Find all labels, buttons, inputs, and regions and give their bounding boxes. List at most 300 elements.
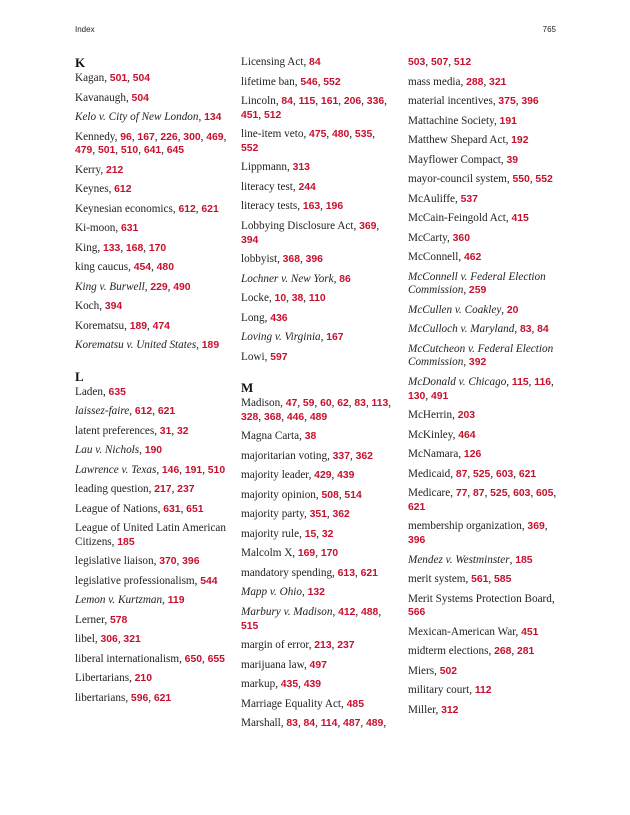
index-term: Locke — [241, 292, 269, 305]
page-reference-link[interactable]: 189 — [201, 340, 220, 352]
page-reference-link[interactable]: 412 — [338, 606, 356, 618]
page-reference-link[interactable]: 504 — [131, 92, 149, 104]
index-term: Kavanaugh — [75, 91, 126, 104]
index-term: laissez-faire — [75, 405, 130, 418]
index-entry: Laden, 635 — [75, 385, 126, 398]
page-reference-link[interactable]: 621 — [201, 203, 219, 215]
page-reference-link[interactable]: 368 — [263, 411, 282, 423]
page-reference-link[interactable]: 217 — [154, 484, 172, 496]
page-reference-link[interactable]: 115 — [511, 376, 529, 388]
index-term: literacy tests — [241, 200, 298, 213]
index-entry: marijuana law, 497 — [241, 658, 327, 671]
page-reference-link[interactable]: 130 — [408, 390, 426, 402]
page-reference-link[interactable]: 603 — [513, 488, 531, 500]
page-reference-link[interactable]: 229 — [150, 281, 168, 293]
index-entry: Medicaid, 87, 525, 603, 621 — [408, 467, 537, 480]
index-entry: Kavanaugh, 504 — [75, 91, 149, 104]
page-reference-link[interactable]: 605 — [536, 488, 554, 500]
page-reference-link[interactable]: 485 — [346, 698, 364, 710]
index-term: membership organization — [408, 520, 522, 533]
page-reference-link[interactable]: 84 — [537, 324, 549, 336]
page-reference-link[interactable]: 210 — [134, 673, 152, 685]
page-reference-link[interactable]: 191 — [499, 115, 517, 127]
page-reference-link[interactable]: 436 — [270, 312, 288, 324]
page-reference-link[interactable]: 170 — [320, 548, 339, 560]
index-entry: Lincoln, 84, 115, 161, 206, 336, 451, 512 — [241, 95, 387, 121]
index-entry: material incentives, 375, 396 — [408, 95, 539, 107]
index-term: margin of error — [241, 639, 309, 652]
index-entry: libel, 306, 321 — [75, 633, 141, 646]
index-entry: Lawrence v. Texas, 146, 191, 510 — [75, 463, 226, 476]
page-reference-link[interactable]: 480 — [156, 262, 174, 274]
page-reference-link[interactable]: 259 — [468, 285, 487, 297]
index-term: King — [75, 241, 98, 254]
index-entry: Magna Carta, 38 — [241, 430, 317, 443]
page-reference-link[interactable]: 213 — [314, 640, 332, 652]
index-entry: legislative liaison, 370, 396 — [75, 555, 200, 568]
index-term: McCarty — [408, 231, 448, 244]
index-term: Mendez v. Westminster — [408, 553, 510, 566]
page-reference-link[interactable]: 489 — [309, 411, 328, 423]
page-reference-link[interactable]: 514 — [344, 489, 362, 501]
page-reference-link[interactable]: 351 — [309, 509, 327, 521]
index-entry: liberal internationalism, 650, 655 — [75, 652, 225, 665]
index-term: Medicaid — [408, 467, 451, 480]
index-term: McCain-Feingold Act — [408, 212, 506, 224]
index-entry: Mayflower Compact, 39 — [408, 153, 519, 166]
page-reference-link[interactable]: 462 — [463, 252, 482, 263]
index-entry: lobbyist, 368, 396 — [241, 253, 323, 266]
index-term: majority party — [241, 508, 304, 521]
index-entry: Lau v. Nichols, 190 — [75, 444, 163, 457]
page-reference-link[interactable]: 501 — [97, 145, 116, 157]
page-reference-link[interactable]: 451 — [241, 109, 259, 121]
page-reference-link[interactable]: 561 — [471, 574, 489, 586]
page-reference-link[interactable]: 112 — [474, 685, 492, 697]
page-reference-link[interactable]: 360 — [452, 232, 470, 244]
page-reference-link[interactable]: 651 — [186, 503, 204, 515]
page-reference-link[interactable]: 504 — [132, 73, 151, 84]
index-term: Malcolm X — [241, 547, 293, 560]
index-column-3 — [408, 56, 560, 723]
page-reference-link[interactable]: 394 — [104, 301, 123, 313]
page-reference-link[interactable]: 237 — [177, 484, 195, 496]
index-entry: majority rule, 15, 32 — [241, 527, 334, 540]
index-entry: mass media, 288, 321 — [408, 75, 507, 88]
page-reference-link[interactable]: 321 — [123, 634, 141, 646]
page-reference-link[interactable]: 537 — [460, 193, 478, 205]
index-entry: majority leader, 429, 439 — [241, 469, 355, 482]
index-entry: king caucus, 454, 480 — [75, 261, 174, 274]
index-term: Long — [241, 311, 265, 324]
page-reference-link[interactable]: 237 — [337, 640, 355, 652]
page-reference-link[interactable]: 621 — [518, 468, 537, 480]
page-reference-link[interactable]: 415 — [511, 213, 529, 224]
page-reference-link[interactable]: 191 — [184, 464, 203, 476]
page-reference-link[interactable]: 87 — [473, 488, 485, 500]
page-reference-link[interactable]: 525 — [490, 488, 508, 500]
page-reference-link[interactable]: 655 — [207, 653, 225, 665]
index-entry: McConnell v. Federal Election Commission, 259 — [408, 270, 546, 297]
page-reference-link[interactable]: 110 — [308, 293, 326, 305]
page-reference-link[interactable]: 268 — [494, 646, 512, 658]
page-reference-link[interactable]: 170 — [148, 242, 167, 254]
index-term: Lemon v. Kurtzman — [75, 594, 163, 607]
index-term: Marriage Equality Act — [241, 697, 342, 710]
page-reference-link[interactable]: 510 — [120, 145, 139, 157]
index-term: merit system — [408, 573, 466, 586]
page-reference-link[interactable]: 512 — [263, 109, 282, 121]
page-reference-link[interactable]: 621 — [153, 692, 172, 704]
page-reference-link[interactable]: 603 — [495, 468, 514, 480]
index-term: Miller — [408, 703, 436, 716]
page-reference-link[interactable]: 132 — [307, 587, 325, 599]
index-term: midterm elections — [408, 645, 489, 658]
index-term: mass media — [408, 75, 461, 88]
index-term: Lippmann — [241, 161, 287, 174]
page-reference-link[interactable]: 83 — [519, 324, 532, 336]
index-term: Libertarians — [75, 672, 130, 685]
page-reference-link[interactable]: 244 — [298, 181, 316, 193]
index-entry: Keynesian economics, 612, 621 — [75, 202, 219, 215]
page-reference-link[interactable]: 336 — [366, 96, 385, 107]
index-entry: mayor-council system, 550, 552 — [408, 173, 553, 185]
index-term: military court — [408, 684, 470, 697]
index-entry: leading question, 217, 237 — [75, 483, 195, 496]
page-reference-link[interactable]: 439 — [337, 470, 355, 482]
page-reference-link[interactable]: 631 — [121, 223, 139, 235]
page-reference-link[interactable]: 464 — [458, 429, 476, 441]
index-term: Ki-moon — [75, 222, 116, 235]
index-term: king caucus — [75, 261, 129, 274]
page-reference-link[interactable]: 39 — [506, 154, 519, 166]
page-reference-link[interactable]: 32 — [321, 528, 334, 540]
index-term: Kelo v. City of New London — [75, 111, 199, 123]
page-reference-link[interactable]: 491 — [430, 390, 449, 402]
page-reference-link[interactable]: 190 — [144, 445, 163, 457]
page-reference-link[interactable]: 163 — [302, 201, 321, 213]
page-reference-link[interactable]: 501 — [109, 73, 128, 84]
page-reference-link[interactable]: 161 — [320, 96, 339, 107]
page-reference-link[interactable]: 546 — [300, 76, 318, 88]
page-reference-link[interactable]: 226 — [160, 131, 178, 143]
page-reference-link[interactable]: 392 — [468, 357, 487, 369]
page-reference-link[interactable]: 119 — [167, 595, 185, 607]
page-reference-link[interactable]: 621 — [157, 406, 176, 418]
index-entry: midterm elections, 268, 281 — [408, 645, 535, 658]
section-spacer — [241, 370, 393, 381]
page-reference-link[interactable]: 87 — [455, 468, 468, 480]
index-term: McCulloch v. Maryland — [408, 323, 515, 336]
index-term: Lowi — [241, 350, 265, 363]
index-term: McConnell v. Federal Election Commission — [408, 270, 546, 297]
page-reference-link[interactable]: 133 — [102, 242, 121, 254]
index-entry: line-item veto, 475, 480, 535, 552 — [241, 128, 376, 154]
page-reference-link[interactable]: 375 — [498, 96, 516, 107]
index-entry: 503, 507, 512 — [408, 56, 472, 68]
page-reference-link[interactable]: 497 — [309, 659, 327, 671]
page-reference-link[interactable]: 369 — [359, 220, 377, 232]
page-reference-link[interactable]: 192 — [511, 135, 529, 146]
index-term: marijuana law — [241, 658, 304, 671]
index-entry: McDonald v. Chicago, 115, 116, 130, 491 — [408, 375, 554, 402]
index-term: Kennedy — [75, 130, 115, 143]
index-term: legislative liaison — [75, 555, 154, 568]
index-entry: Lippmann, 313 — [241, 161, 310, 174]
page-reference-link[interactable]: 62 — [337, 398, 349, 410]
page-number: 765 — [542, 25, 556, 34]
page-reference-link[interactable]: 578 — [109, 614, 128, 626]
page-reference-link[interactable]: 96 — [120, 131, 132, 143]
index-entry: McHerrin, 203 — [408, 409, 476, 422]
page-reference-link[interactable]: 585 — [494, 574, 512, 586]
index-entry: Koch, 394 — [75, 300, 123, 313]
page-reference-link[interactable]: 167 — [326, 332, 344, 344]
index-term: markup — [241, 678, 276, 691]
page-reference-link[interactable]: 446 — [286, 411, 305, 423]
index-term: McKinley — [408, 428, 453, 441]
page-reference-link[interactable]: 281 — [517, 646, 535, 658]
index-term: Licensing Act — [241, 56, 304, 68]
page-reference-link[interactable]: 60 — [320, 398, 332, 410]
page-reference-link[interactable]: 621 — [408, 501, 426, 513]
page-reference-link[interactable]: 612 — [178, 203, 196, 215]
page-reference-link[interactable]: 512 — [453, 57, 472, 68]
index-term: McCullen v. Coakley — [408, 303, 502, 316]
page-reference-link[interactable]: 488 — [361, 606, 379, 618]
page-reference-link[interactable]: 396 — [305, 254, 323, 266]
index-entry: McConnell, 462 — [408, 251, 482, 263]
page-reference-link[interactable]: 86 — [339, 273, 351, 285]
page-reference-link[interactable]: 114 — [320, 718, 338, 730]
page-reference-link[interactable]: 328 — [241, 411, 259, 423]
index-entry: McKinley, 464 — [408, 428, 476, 441]
index-term: liberal internationalism — [75, 652, 180, 665]
page-reference-link[interactable]: 535 — [354, 129, 373, 141]
index-term: Koch — [75, 300, 100, 313]
index-entry: Kelo v. City of New London, 134 — [75, 111, 222, 123]
index-entry: Merit Systems Protection Board, 566 — [408, 592, 555, 619]
index-entry: Lowi, 597 — [241, 350, 288, 363]
index-term: leading question — [75, 483, 149, 496]
page-reference-link[interactable]: 487 — [343, 718, 361, 730]
page-reference-link[interactable]: 525 — [473, 468, 491, 480]
index-entry: Kerry, 212 — [75, 163, 124, 176]
index-term: line-item veto — [241, 128, 304, 141]
page-reference-link[interactable]: 189 — [129, 320, 148, 332]
page-reference-link[interactable]: 288 — [466, 76, 484, 88]
index-entry: Mendez v. Westminster, 185 — [408, 553, 533, 566]
page-reference-link[interactable]: 300 — [183, 131, 201, 143]
index-term: Marbury v. Madison — [241, 605, 333, 618]
page-reference-link[interactable]: 394 — [241, 234, 259, 246]
index-term: literacy test — [241, 180, 293, 193]
page-reference-link[interactable]: 185 — [117, 536, 135, 548]
page-reference-link[interactable]: 502 — [439, 665, 458, 677]
page-reference-link[interactable]: 597 — [270, 351, 288, 363]
page-reference-link[interactable]: 474 — [152, 320, 170, 332]
page-reference-link[interactable]: 475 — [309, 129, 327, 141]
page-reference-link[interactable]: 84 — [303, 718, 316, 730]
page-reference-link[interactable]: 83 — [354, 398, 366, 410]
page-reference-link[interactable]: 368 — [282, 254, 300, 266]
page-reference-link[interactable]: 59 — [302, 398, 315, 410]
index-term: mandatory spending — [241, 566, 333, 579]
page-reference-link[interactable]: 552 — [323, 76, 341, 88]
index-column-1 — [75, 56, 235, 711]
page-reference-link[interactable]: 635 — [108, 386, 126, 398]
page-reference-link[interactable]: 185 — [515, 554, 533, 566]
page-reference-link[interactable]: 641 — [143, 145, 162, 157]
page-reference-link[interactable]: 480 — [331, 129, 350, 141]
page-reference-link[interactable]: 550 — [512, 174, 530, 185]
page-reference-link[interactable]: 362 — [332, 509, 350, 521]
index-term: Korematsu — [75, 319, 125, 332]
page-reference-link[interactable]: 369 — [527, 521, 545, 533]
page-reference-link[interactable]: 362 — [355, 450, 373, 462]
page-reference-link[interactable]: 510 — [207, 464, 226, 476]
page-reference-link[interactable]: 84 — [281, 96, 293, 107]
section-spacer — [75, 359, 235, 370]
page-reference-link[interactable]: 306 — [100, 634, 118, 646]
index-entry: McNamara, 126 — [408, 448, 482, 461]
page-reference-link[interactable]: 621 — [360, 567, 378, 579]
index-term: majority rule — [241, 527, 300, 540]
page-reference-link[interactable]: 566 — [408, 607, 426, 619]
page-reference-link[interactable]: 321 — [489, 76, 507, 88]
page-reference-link[interactable]: 451 — [521, 626, 539, 638]
page-reference-link[interactable]: 370 — [159, 556, 177, 568]
page-reference-link[interactable]: 113 — [371, 398, 389, 410]
page-reference-link[interactable]: 396 — [408, 535, 426, 547]
page-reference-link[interactable]: 612 — [134, 406, 153, 418]
page-reference-link[interactable]: 396 — [182, 556, 200, 568]
page-reference-link[interactable]: 146 — [161, 464, 180, 476]
page-reference-link[interactable]: 10 — [274, 293, 287, 305]
page-reference-link[interactable]: 439 — [303, 679, 322, 691]
page-reference-link[interactable]: 116 — [534, 376, 552, 388]
page-reference-link[interactable]: 544 — [200, 575, 218, 587]
index-entry: majority party, 351, 362 — [241, 508, 350, 521]
index-term: Magna Carta — [241, 430, 300, 443]
page-reference-link[interactable]: 77 — [455, 488, 468, 500]
page-reference-link[interactable]: 312 — [441, 704, 459, 716]
page-reference-link[interactable]: 469 — [206, 131, 224, 143]
page-reference-link[interactable]: 508 — [321, 489, 339, 501]
index-entry: libertarians, 596, 621 — [75, 691, 172, 704]
page-reference-link[interactable]: 168 — [125, 242, 144, 254]
page-reference-link[interactable]: 612 — [114, 184, 132, 196]
index-term: Mapp v. Ohio — [241, 586, 303, 599]
index-term: McConnell — [408, 251, 459, 263]
index-term: Mexican-American War — [408, 625, 516, 638]
page-reference-link[interactable]: 613 — [337, 567, 355, 579]
index-entry: Keynes, 612 — [75, 183, 132, 196]
page-reference-link[interactable]: 20 — [506, 304, 519, 316]
index-entry: Lobbying Disclosure Act, 369, 394 — [241, 219, 380, 246]
page-reference-link[interactable]: 169 — [297, 548, 316, 560]
page-reference-link[interactable]: 396 — [521, 96, 539, 107]
index-entry: King, 133, 168, 170 — [75, 241, 167, 254]
index-entry: King v. Burwell, 229, 490 — [75, 280, 191, 293]
index-term: Lerner — [75, 613, 105, 626]
page-reference-link[interactable]: 631 — [163, 503, 181, 515]
page-reference-link[interactable]: 429 — [314, 470, 332, 482]
page-reference-link[interactable]: 552 — [535, 174, 553, 185]
index-term: mayor-council system — [408, 173, 507, 185]
page-reference-link[interactable]: 32 — [176, 425, 189, 437]
page-reference-link[interactable]: 479 — [75, 145, 93, 157]
page-reference-link[interactable]: 196 — [325, 201, 344, 213]
page-reference-link[interactable]: 206 — [343, 96, 362, 107]
page-reference-link[interactable]: 650 — [184, 653, 203, 665]
page-reference-link[interactable]: 212 — [105, 164, 124, 176]
page-reference-link[interactable]: 507 — [430, 57, 449, 68]
page-reference-link[interactable]: 489 — [365, 718, 384, 730]
index-letter-heading: L — [75, 368, 84, 384]
page-reference-link[interactable]: 645 — [166, 145, 185, 157]
index-term: King v. Burwell — [75, 280, 145, 293]
page-reference-link[interactable]: 38 — [304, 431, 317, 443]
page-reference-link[interactable]: 38 — [291, 293, 304, 305]
index-letter-heading: M — [241, 380, 254, 396]
index-term: lifetime ban — [241, 75, 295, 88]
index-entry: Marshall, 83, 84, 114, 487, 489, — [241, 717, 387, 730]
page-reference-link[interactable]: 596 — [130, 692, 149, 704]
page-reference-link[interactable]: 115 — [298, 96, 316, 107]
index-entry: Lemon v. Kurtzman, 119 — [75, 594, 185, 607]
index-term: Lobbying Disclosure Act — [241, 219, 354, 232]
page-reference-link[interactable]: 313 — [292, 162, 310, 174]
page-reference-link[interactable]: 15 — [304, 528, 317, 540]
index-term: Keynes — [75, 183, 109, 196]
index-entry: majority opinion, 508, 514 — [241, 488, 362, 501]
index-term: McCutcheon v. Federal Election Commission — [408, 342, 554, 369]
index-entry: McCain-Feingold Act, 415 — [408, 212, 529, 224]
index-term: libel — [75, 633, 95, 646]
index-term: McAuliffe — [408, 192, 456, 205]
page-reference-link[interactable]: 84 — [309, 57, 321, 68]
page-reference-link[interactable]: 435 — [280, 679, 299, 691]
index-term: McDonald v. Chicago — [408, 375, 507, 388]
index-term: Lincoln — [241, 95, 276, 107]
index-entry: League of Nations, 631, 651 — [75, 502, 204, 515]
index-entry: military court, 112 — [408, 684, 492, 697]
index-term: Keynesian economics — [75, 202, 173, 215]
index-letter-heading: K — [75, 55, 86, 70]
page-reference-link[interactable]: 134 — [204, 112, 222, 123]
index-entry: McCulloch v. Maryland, 83, 84 — [408, 323, 549, 336]
index-term: Merit Systems Protection Board — [408, 592, 552, 605]
index-term: material incentives — [408, 95, 493, 107]
index-entry: McCarty, 360 — [408, 231, 470, 244]
index-term: McNamara — [408, 448, 459, 461]
page-reference-link[interactable]: 126 — [463, 449, 482, 461]
page-reference-link[interactable]: 503 — [408, 57, 426, 68]
page-reference-link[interactable]: 515 — [241, 620, 259, 632]
page-reference-link[interactable]: 83 — [286, 718, 298, 730]
page-reference-link[interactable]: 167 — [137, 131, 155, 143]
page-reference-link[interactable]: 31 — [159, 425, 172, 437]
page-reference-link[interactable]: 337 — [332, 450, 350, 462]
page-reference-link[interactable]: 47 — [285, 398, 298, 410]
page-reference-link[interactable]: 552 — [241, 142, 259, 154]
index-entry: Marbury v. Madison, 412, 488, 515 — [241, 605, 382, 632]
page-reference-link[interactable]: 490 — [173, 281, 191, 293]
page-reference-link[interactable]: 203 — [457, 410, 476, 422]
index-entry: Libertarians, 210 — [75, 672, 152, 685]
page-reference-link[interactable]: 454 — [133, 262, 152, 274]
